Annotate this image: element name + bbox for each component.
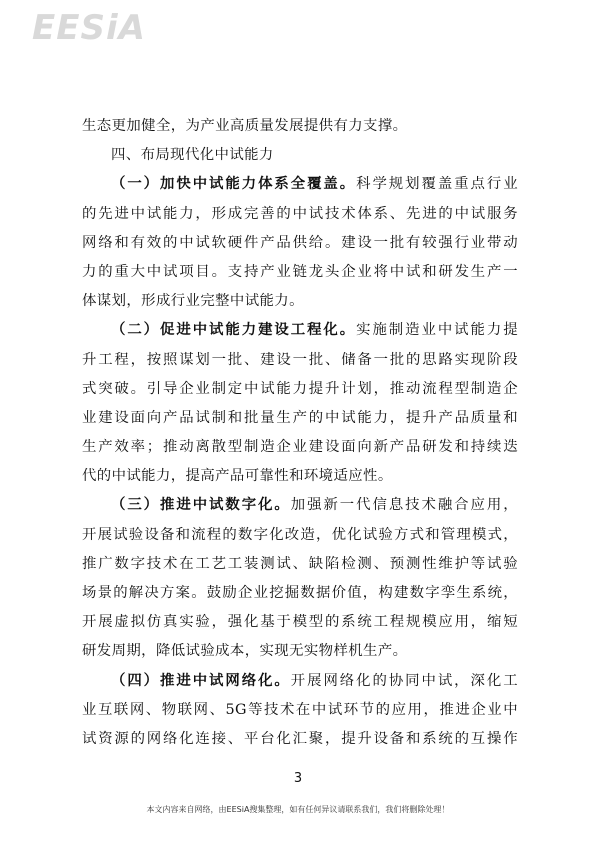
paragraph-line: 开展试验设备和流程的数字化改造，优化试验方式和管理模式， — [82, 526, 518, 543]
paragraph-line: 业互联网、物联网、5G等技术在中试环节的应用，推进企业中 — [82, 701, 518, 718]
footer-disclaimer: 本文内容来自网络，由EESiA搜集整理，如有任何异议请联系我们，我们将删除处理！ — [146, 805, 450, 814]
paragraph-line: 升工程，按照谋划一批、建设一批、储备一批的思路实现阶段 — [82, 351, 518, 368]
paragraph-line: 网络和有效的中试软硬件产品供给。建设一批有较强行业带动 — [82, 234, 518, 251]
paragraph-line: 代的中试能力，提高产品可靠性和环境适应性。 — [82, 468, 393, 485]
paragraph-line: 试资源的网络化连接、平台化汇聚，提升设备和系统的互操作 — [82, 730, 518, 747]
paragraph-line: 业建设面向产品试制和批量生产的中试能力，提升产品质量和 — [82, 409, 518, 426]
paragraph-text: 实施制造业中试能力提 — [356, 322, 518, 339]
paragraph-line: 研发周期，降低试验成本，实现无实物样机生产。 — [82, 643, 408, 660]
paragraph-line: 场景的解决方案。鼓励企业挖掘数据价值，构建数字孪生系统， — [82, 585, 518, 601]
paragraph-line: 推广数字技术在工艺工装测试、缺陷检测、预测性维护等试验 — [82, 555, 518, 572]
subsection-heading: （三）推进中试数字化。 — [111, 497, 291, 514]
paragraph-text: 加强新一代信息技术融合应用， — [290, 497, 518, 514]
document-body — [82, 112, 518, 754]
subsection-heading: （二）促进中试能力建设工程化。 — [111, 322, 357, 339]
subsection-heading: （一）加快中试能力体系全覆盖。 — [111, 176, 357, 193]
paragraph-line: 生态更加健全，为产业高质量发展提供有力支撑。 — [82, 118, 408, 134]
paragraph-line: 体谋划，形成行业完整中试能力。 — [82, 293, 304, 310]
paragraph-line — [82, 491, 518, 520]
page-number: 3 — [293, 771, 303, 786]
subsection-heading: （四）推进中试网络化。 — [111, 672, 291, 689]
paragraph-line: 式突破。引导企业制定中试能力提升计划，推动流程型制造企 — [82, 380, 518, 397]
paragraph-line: 生产效率；推动离散型制造企业建设面向新产品研发和持续迭 — [82, 439, 518, 456]
section-heading: 四、布局现代化中试能力 — [111, 147, 274, 164]
eesia-watermark-logo: EESiA — [32, 8, 146, 48]
paragraph-line — [82, 170, 518, 199]
paragraph-line — [82, 316, 518, 345]
paragraph-text: 科学规划覆盖重点行业 — [356, 176, 518, 193]
paragraph-line — [82, 667, 518, 696]
paragraph-text: 开展网络化的协同中试，深化工 — [290, 672, 518, 689]
paragraph-line: 开展虚拟仿真实验，强化基于模型的系统工程规模应用，缩短 — [82, 614, 518, 631]
paragraph-line: 的先进中试能力，形成完善的中试技术体系、先进的中试服务 — [82, 205, 518, 222]
paragraph-line: 力的重大中试项目。支持产业链龙头企业将中试和研发生产一 — [82, 263, 518, 280]
